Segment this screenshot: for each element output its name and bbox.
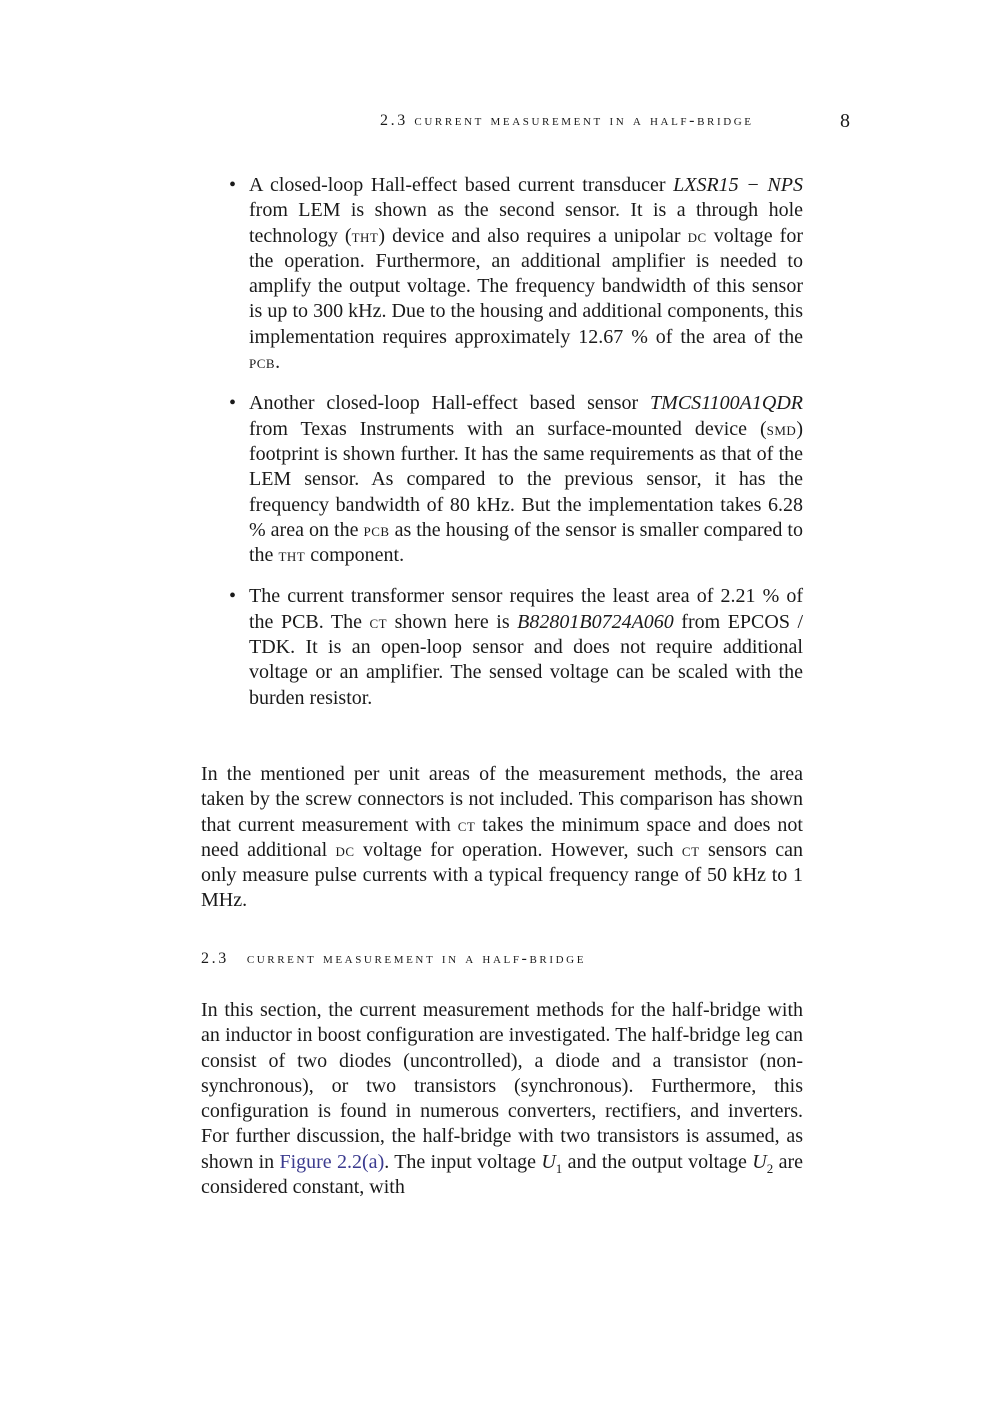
acronym: ct — [681, 839, 700, 860]
text-run: . — [275, 351, 281, 374]
math-variable: U — [541, 1150, 556, 1173]
text-run: are considered constant, with — [201, 1150, 803, 1199]
text-run: voltage for operation. However, such — [354, 838, 682, 861]
running-header — [380, 112, 850, 140]
text-run: from Texas Instruments with an surface-mounted device ( — [249, 417, 767, 440]
body-paragraph — [201, 998, 803, 1200]
text-run: as the housing of the sensor is smaller compared to the — [249, 518, 803, 567]
text-run: The current transformer sensor requires the least area of 2.21 % of the PCB. The — [249, 585, 803, 633]
list-item — [201, 584, 803, 710]
math-variable: U — [752, 1150, 767, 1173]
math-subscript: 1 — [555, 1160, 563, 1176]
section-number: 2.3 — [201, 950, 229, 967]
acronym: ct — [457, 814, 476, 835]
acronym: tht — [278, 545, 306, 566]
text-run: takes the minimum space and does not need additional — [201, 813, 803, 861]
text-run: A closed-loop Hall-effect based current transducer — [249, 174, 674, 196]
text-run: . The input voltage — [384, 1150, 542, 1173]
figure-reference-link[interactable]: Figure 2.2(a) — [279, 1150, 385, 1173]
bullet-icon: • — [229, 585, 237, 608]
sensor-bullet-list — [201, 173, 803, 727]
acronym: tht — [351, 225, 379, 246]
list-item — [201, 173, 803, 375]
list-item — [201, 391, 803, 568]
acronym: dc — [335, 839, 355, 860]
acronym: pcb — [363, 519, 390, 540]
acronym: dc — [687, 225, 707, 246]
text-run: ) device and also requires a unipolar — [378, 224, 688, 247]
text-run: Another closed-loop Hall-effect based sensor — [249, 392, 651, 415]
bullet-icon: • — [229, 392, 237, 415]
text-run: component. — [305, 544, 405, 567]
acronym: ct — [369, 611, 388, 632]
sensor-model-name: TMCS1100A1QDR — [650, 392, 803, 415]
section-title: current measurement in a half-bridge — [246, 950, 587, 967]
text-run: from EPCOS / TDK. It is an open-loop sensor and does not require additional voltage or an amplifier. The sensed voltage can be scaled with the burden resistor. — [249, 610, 803, 709]
text-run: In this section, the current measurement methods for the half-bridge with an inductor in boost configuration are investigated. The half-bridge leg can consist of two diodes (uncontrolled), a diode and a transistor (non-synchronous), or two transistors (synchronous). Furthermore, this configuration is found in numerous converters, rectifiers, and inverters. For further discussion, the half-bridge with two transistors is assumed, as shown in — [201, 999, 803, 1173]
sensor-model-name: LXSR15 − NPS — [673, 174, 803, 196]
page-number: 8 — [840, 110, 850, 132]
acronym: pcb — [249, 352, 276, 373]
text-run: sensors can only measure pulse currents with a typical frequency range of 50 kHz to 1 MHz. — [201, 838, 803, 912]
text-run: voltage for the operation. Furthermore, an additional amplifier is needed to amplify the output voltage. The frequency bandwidth of this sensor is up to 300 kHz. Due to the housing and additional components, this implementation requires approximately 12.67 % of the area of the — [249, 224, 803, 348]
text-run: shown here is — [387, 610, 518, 633]
bullet-icon: • — [229, 174, 237, 196]
header-section-title: 2.3 current measurement in a half-bridge — [380, 112, 754, 129]
section-heading — [201, 950, 586, 968]
text-run: and the output voltage — [562, 1150, 753, 1173]
text-run: In the mentioned per unit areas of the measurement methods, the area taken by the screw connectors is not included. This comparison has shown that current measurement with — [201, 763, 803, 836]
text-run: from LEM is shown as the second sensor. It is a through hole technology ( — [249, 199, 803, 247]
math-subscript: 2 — [766, 1160, 774, 1176]
body-paragraph — [201, 762, 803, 914]
sensor-model-name: B82801B0724A060 — [517, 610, 674, 633]
acronym: smd — [766, 418, 797, 439]
text-run: ) footprint is shown further. It has the same requirements as that of the LEM sensor. As compared to the previous sensor, it has the frequency bandwidth of 80 kHz. But the implementation takes 6.28 % area on the — [249, 417, 803, 541]
